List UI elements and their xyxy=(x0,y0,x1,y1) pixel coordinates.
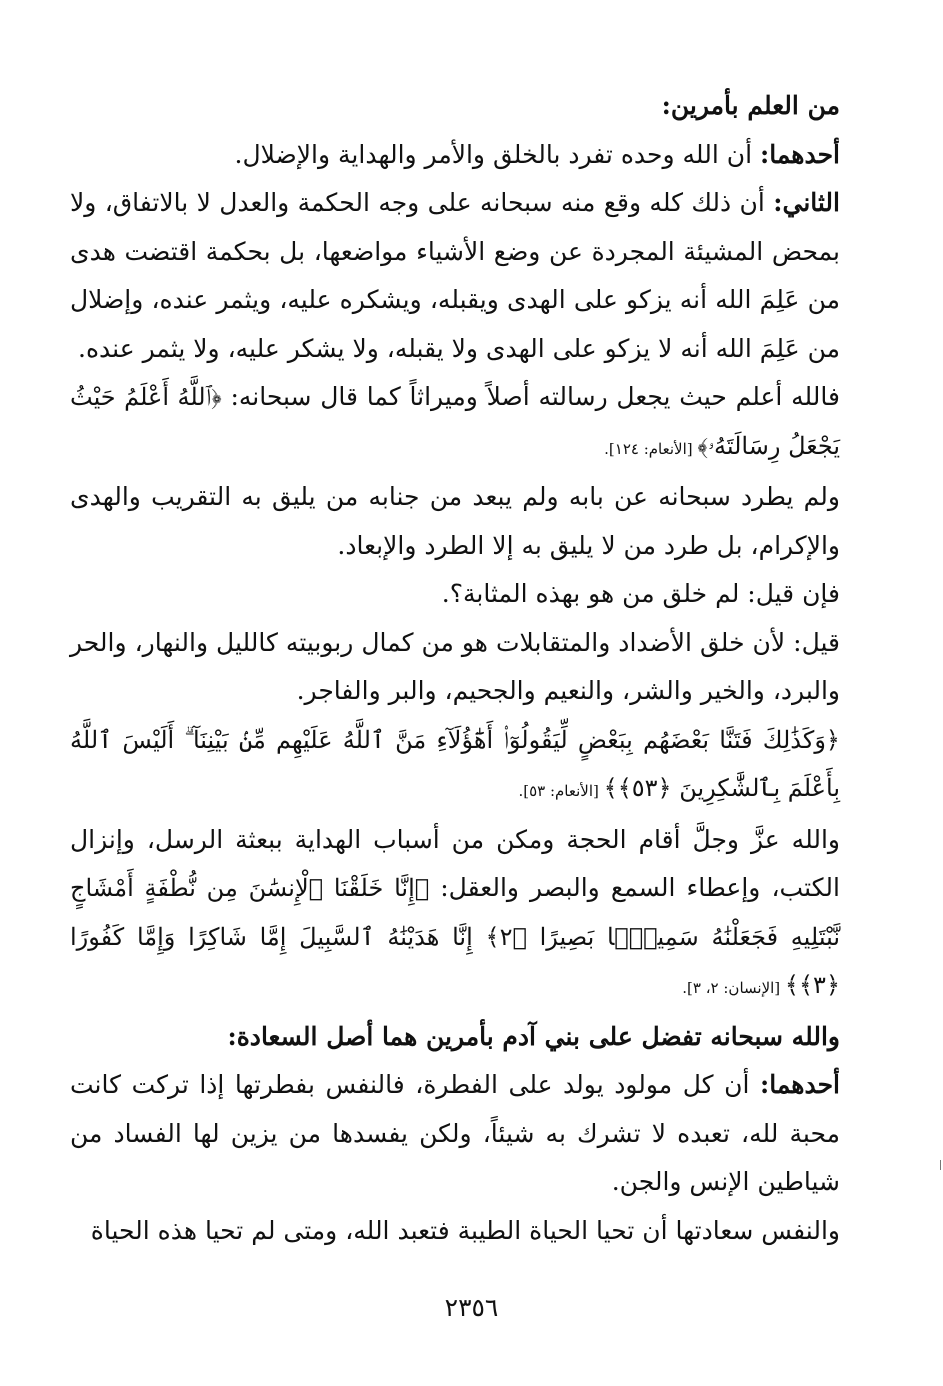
fitra-text: أن كل مولود يولد على الفطرة، فالنفس بفطرتها إذا تركت كانت محبة لله، تعبده لا تشرك به شيئاً، ولكن يفسدها من يزين لها الفساد من شياطين الإنس والجن. xyxy=(70,1070,840,1196)
paragraph-proof xyxy=(70,816,840,1013)
second-label: الثاني: xyxy=(773,188,840,217)
quran-verse: ﴿إِنَّا خَلَقْنَا ٱلْإِنسَٰنَ مِن نُّطْفَةٍ أَمْشَاجٍ نَّبْتَلِيهِ فَجَعَلْنَٰهُ سَمِيعًۢا بَصِيرًا ﴿٢﴾ إِنَّا هَدَيْنَٰهُ ٱلسَّبِيلَ إِمَّا شَاكِرًا وَإِمَّا كَفُورًا ﴿٣﴾﴾ xyxy=(70,874,841,999)
first-label: أحدهما: xyxy=(759,139,840,169)
paragraph-second xyxy=(70,179,840,373)
paragraph-verse-trial xyxy=(70,716,840,816)
fitra-label: أحدهما: xyxy=(759,1070,840,1099)
paragraph-question xyxy=(70,570,840,619)
quran-verse: ﴿وَكَذَٰلِكَ فَتَنَّا بَعْضَهُم بِبَعْضٍ لِّيَقُولُوٓا۟ أَهَٰٓؤُلَآءِ مَنَّ ٱللَّهُ عَلَيْهِم مِّنۢ بَيْنِنَآ ۗ أَلَيْسَ ٱللَّهُ بِأَعْلَمَ بِٱلشَّٰكِرِينَ ﴿٥٣﴾﴾ xyxy=(70,725,840,802)
question-text: فإن قيل: لم خلق من هو بهذه المثابة؟. xyxy=(441,579,840,608)
soul-text: والنفس سعادتها أن تحيا الحياة الطيبة فتعبد الله، ومتى لم تحيا هذه الحياة xyxy=(90,1215,840,1245)
paragraph-soul xyxy=(70,1207,840,1256)
paragraph-message xyxy=(70,373,840,473)
section-heading-2 xyxy=(70,1013,840,1062)
quran-verse: ﴿ٱللَّهُ أَعْلَمُ حَيْثُ يَجْعَلُ رِسَالَتَهُۥ﴾ xyxy=(70,383,840,460)
section-heading xyxy=(70,82,840,131)
paragraph-expel xyxy=(70,473,840,570)
verse-reference: [الأنعام: ١٢٤]. xyxy=(604,439,698,458)
proof-text: والله عزَّ وجلَّ أقام الحجة ومكن من أسباب الهداية ببعثة الرسل، وإنزال الكتب، وإعطاء السمع والبصر والعقل: xyxy=(70,824,840,902)
scan-edge-mark xyxy=(940,1160,941,1170)
answer-text: قيل: لأن خلق الأضداد والمتقابلات هو من كمال ربوبيته كالليل والنهار، والحر والبرد، والخير والشر، والنعيم والجحيم، والبر والفاجر. xyxy=(70,627,840,705)
verse-reference: [الإنسان: ٢، ٣]. xyxy=(682,979,785,997)
paragraph-answer xyxy=(70,619,840,716)
expel-text: ولم يطرد سبحانه عن بابه ولم يبعد من جنابه من يليق به التقريب والهدى والإكرام، بل طرد من لا يليق به إلا الطرد والإبعاد. xyxy=(70,482,840,560)
second-text: أن ذلك كله وقع منه سبحانه على وجه الحكمة والعدل لا بالاتفاق، ولا بمحض المشيئة المجردة عن وضع الأشياء مواضعها، بل بحكمة اقتضت هدى من عَلِمَ الله أنه يزكو على الهدى ويقبله، ويشكره عليه، ويثمر عنده، وإضلال من عَلِمَ الله أنه لا يزكو على الهدى ولا يقبله، ولا يشكر عليه، ولا يثمر عنده. xyxy=(70,188,840,363)
heading2-text: والله سبحانه تفضل على بني آدم بأمرين هما أصل السعادة: xyxy=(227,1021,840,1051)
page-number: ٢٣٥٦ xyxy=(444,1293,499,1322)
first-text: أن الله وحده تفرد بالخلق والأمر والهداية والإضلال. xyxy=(234,139,760,169)
paragraph-fitra xyxy=(70,1061,840,1207)
paragraph-first xyxy=(70,131,840,180)
verse-reference: [الأنعام: ٥٣]. xyxy=(518,782,604,800)
body-text xyxy=(70,82,840,1255)
heading-text: من العلم بأمرين: xyxy=(661,91,840,120)
message-text: فالله أعلم حيث يجعل رسالته أصلاً وميراثاً كما قال سبحانه: xyxy=(221,382,840,411)
